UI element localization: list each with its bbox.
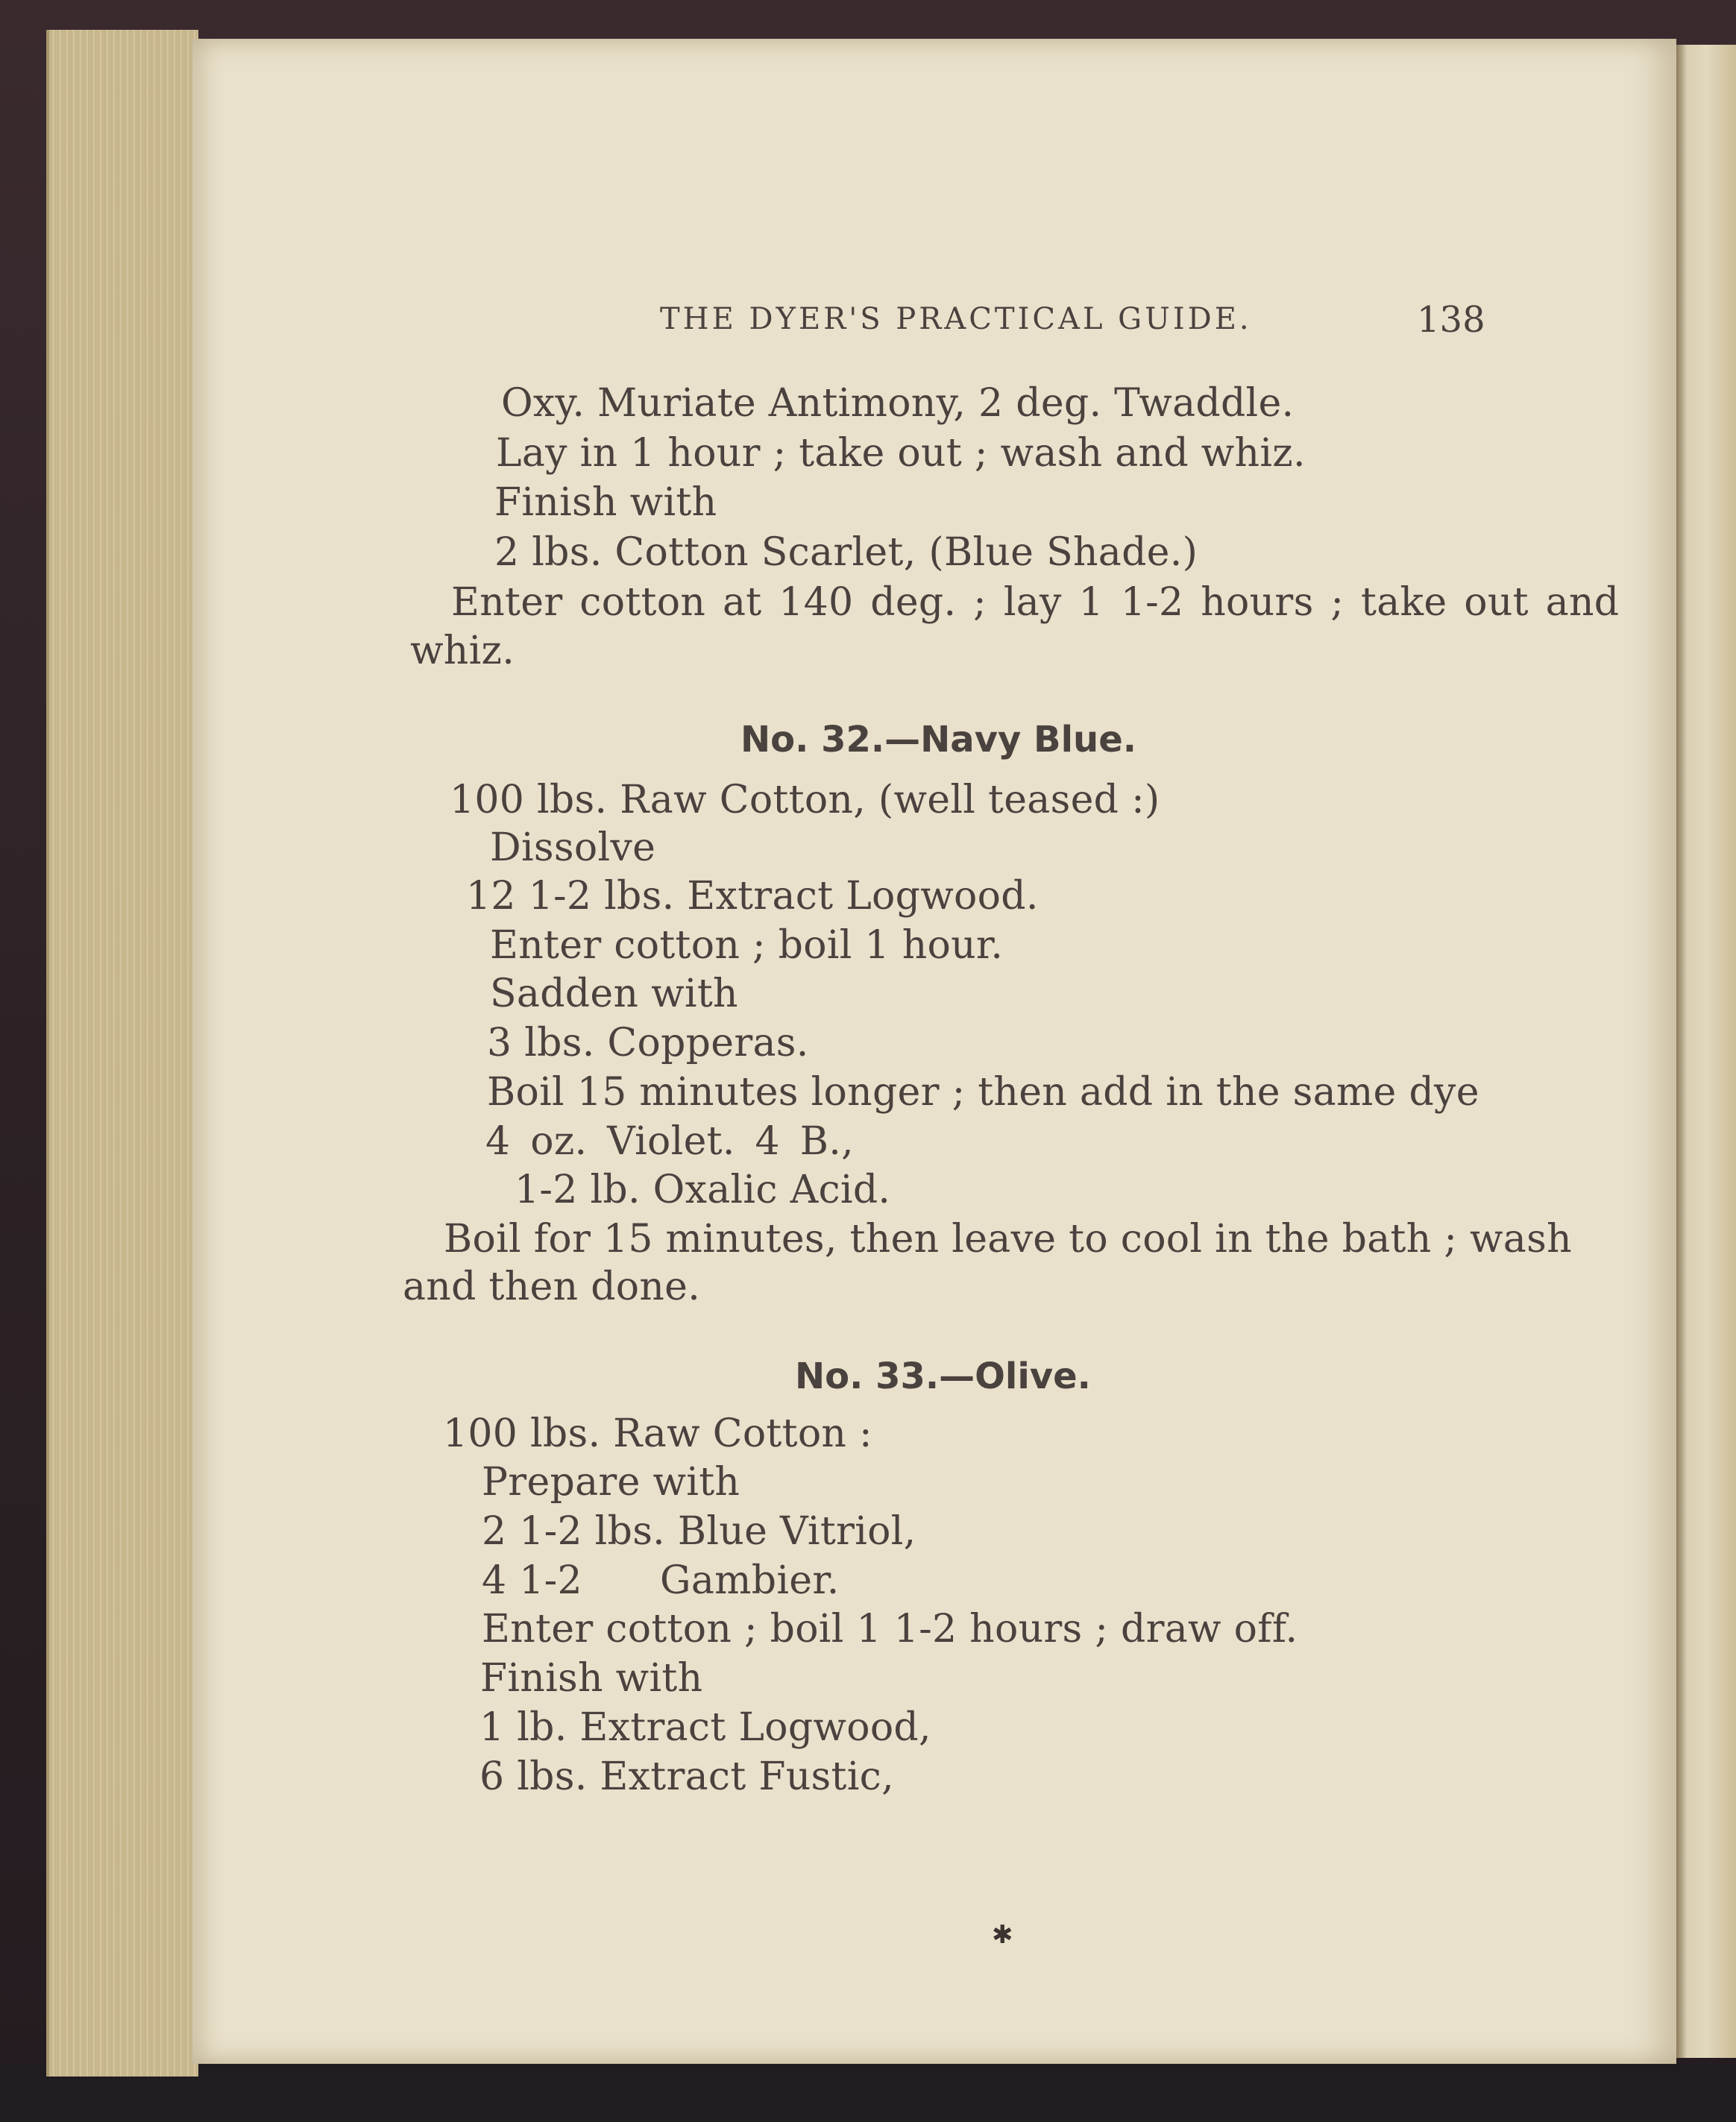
text-line: Prepare with [482,1460,740,1505]
text-line: Enter cotton ; boil 1 hour. [490,923,1004,968]
cover-bottom-edge [0,2065,1736,2122]
text-line: Gambier. [660,1558,840,1603]
text-line: Boil 15 minutes longer ; then add in the same dye [487,1070,1479,1115]
text-line: Boil for 15 minutes, then leave to cool in the bath ; wash [444,1217,1572,1262]
text-line: Oxy. Muriate Antimony, 2 deg. Twaddle. [501,381,1295,426]
text-line: 1-2 lb. Oxalic Acid. [515,1168,891,1212]
running-head: THE DYER'S PRACTICAL GUIDE. [660,302,1252,336]
text-line: 3 lbs. Copperas. [487,1021,809,1065]
recipe-heading-33: No. 33.—Olive. [795,1356,1091,1397]
text-line: Finish with [494,480,717,525]
text-line: Sadden with [490,972,738,1016]
text-line: Finish with [480,1656,703,1701]
text-line: Enter cotton at 140 deg. ; lay 1 1-2 hours ; take out and [451,580,1620,625]
facing-page-edge [1676,45,1736,2058]
text-line: 2 1-2 lbs. Blue Vitriol, [482,1509,916,1554]
text-line: Dissolve [490,825,656,870]
text-line: 4 1-2 [482,1558,582,1603]
text-line: 12 1-2 lbs. Extract Logwood. [466,874,1039,919]
text-line: Lay in 1 hour ; take out ; wash and whiz. [496,431,1306,476]
text-line: 6 lbs. Extract Fustic, [479,1754,894,1799]
text-line: and then done. [403,1265,701,1309]
text-line: 100 lbs. Raw Cotton, (well teased :) [450,778,1160,822]
text-line: 4 oz. Violet. 4 B., [485,1119,854,1164]
text-line: Enter cotton ; boil 1 1-2 hours ; draw off. [482,1607,1298,1652]
page-edges [46,30,198,2077]
page-number: 138 [1417,299,1485,341]
text-line: 1 lb. Extract Logwood, [479,1705,931,1750]
text-line: whiz. [410,629,515,673]
text-line: 100 lbs. Raw Cotton : [443,1411,872,1456]
book-page [192,39,1676,2064]
text-line: 2 lbs. Cotton Scarlet, (Blue Shade.) [494,530,1198,575]
recipe-heading-32: No. 32.—Navy Blue. [740,719,1136,761]
printer-mark-icon: ✱ [992,1920,1013,1950]
